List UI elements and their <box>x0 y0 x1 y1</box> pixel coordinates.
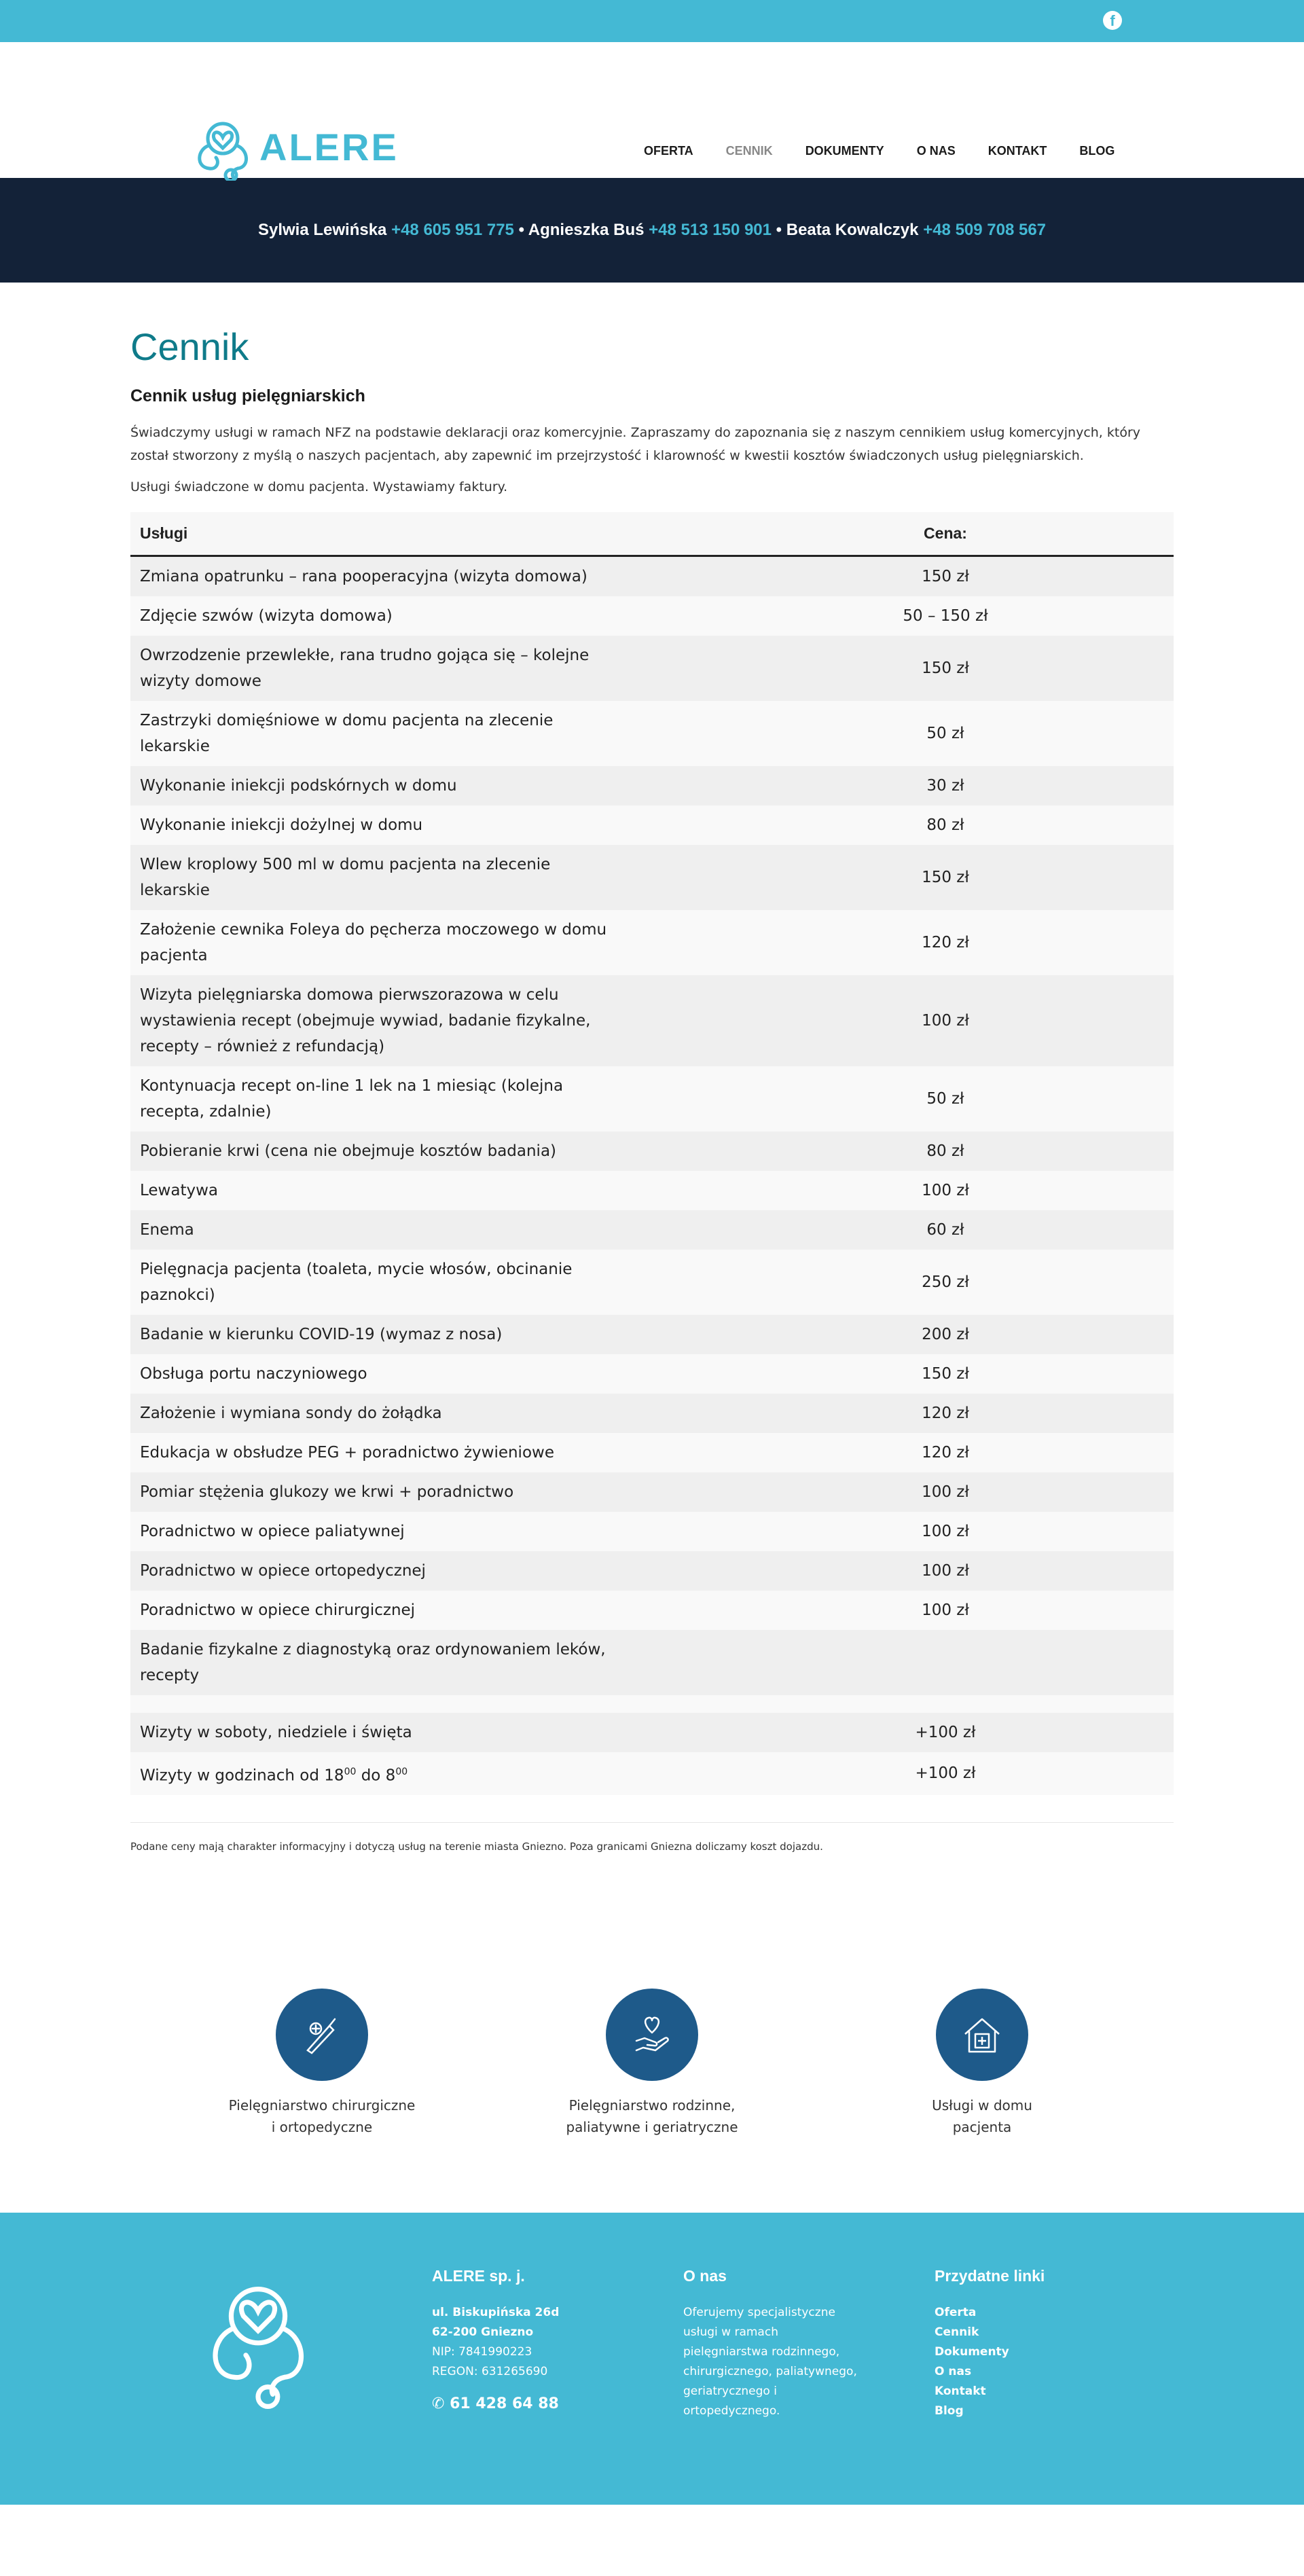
service-cell: Poradnictwo w opiece ortopedycznej <box>130 1551 633 1591</box>
feature-home <box>817 1989 1147 2213</box>
footer-link-cennik[interactable]: Cennik <box>935 2325 979 2340</box>
table-row <box>130 556 1174 596</box>
table-row <box>130 1131 1174 1171</box>
spacer-cell <box>633 1315 837 1354</box>
spacer-cell <box>633 1695 837 1713</box>
spacer-cell <box>633 556 837 596</box>
footer-link-oferta[interactable]: Oferta <box>935 2306 977 2320</box>
table-row <box>130 1713 1174 1752</box>
facebook-icon[interactable]: f <box>1103 11 1122 30</box>
service-cell: Lewatywa <box>130 1171 633 1210</box>
footer-nip: NIP: 7841990223 <box>432 2345 532 2359</box>
footer-about-line: pielęgniarstwa rodzinnego, <box>683 2345 840 2359</box>
service-cell: Zmiana opatrunku – rana pooperacyjna (wizyta domowa) <box>130 556 633 596</box>
price-cell: 200 zł <box>837 1315 1054 1354</box>
service-cell: Owrzodzenie przewlekłe, rana trudno gojąca się – kolejne wizyty domowe <box>130 636 633 701</box>
spacer-cell <box>1054 1066 1174 1131</box>
home-care-icon <box>936 1989 1028 2081</box>
service-cell: Pobieranie krwi (cena nie obejmuje kosztów badania) <box>130 1131 633 1171</box>
spacer-cell <box>1054 975 1174 1066</box>
spacer-cell <box>1054 636 1174 701</box>
service-text: do 8 <box>356 1766 396 1785</box>
spacer-cell <box>633 1131 837 1171</box>
contact-phone-2[interactable]: +48 513 150 901 <box>649 221 772 239</box>
price-cell: 80 zł <box>837 1131 1054 1171</box>
spacer-cell <box>633 1551 837 1591</box>
spacer-cell <box>633 1210 837 1250</box>
nav-oferta[interactable]: OFERTA <box>644 144 693 158</box>
footer-company-title: ALERE sp. j. <box>432 2267 525 2285</box>
footer-link-kontakt[interactable]: Kontakt <box>935 2384 986 2399</box>
spacer-cell <box>1054 1210 1174 1250</box>
spacer-cell <box>633 1630 837 1695</box>
price-cell: 120 zł <box>837 1433 1054 1472</box>
spacer-cell <box>633 596 837 636</box>
features-row <box>130 1989 1174 2213</box>
service-cell <box>130 1752 633 1796</box>
nav-blog[interactable]: BLOG <box>1079 144 1115 158</box>
price-cell <box>837 1630 1054 1695</box>
table-row <box>130 1433 1174 1472</box>
spacer-cell <box>1054 1131 1174 1171</box>
price-cell: 120 zł <box>837 1394 1054 1433</box>
price-note: Podane ceny mają charakter informacyjny i dotyczą usług na terenie miasta Gniezno. Poza granicami Gniezna doliczamy koszt dojazdu. <box>130 1840 823 1853</box>
service-cell: Założenie i wymiana sondy do żołądka <box>130 1394 633 1433</box>
price-cell: +100 zł <box>837 1752 1054 1796</box>
service-cell: Kontynuacja recept on-line 1 lek na 1 miesiąc (kolejna recepta, zdalnie) <box>130 1066 633 1131</box>
spacer-cell <box>1054 1752 1174 1796</box>
spacer-cell <box>633 805 837 845</box>
contact-phone-3[interactable]: +48 509 708 567 <box>923 221 1047 239</box>
table-row <box>130 1171 1174 1210</box>
footer-city: 62-200 Gniezno <box>432 2325 534 2340</box>
spacer-cell <box>633 975 837 1066</box>
service-cell <box>130 1695 633 1713</box>
table-row <box>130 910 1174 975</box>
footer-about <box>683 2267 857 2421</box>
table-row <box>130 1695 1174 1713</box>
price-cell: 60 zł <box>837 1210 1054 1250</box>
table-row <box>130 1752 1174 1796</box>
feature-label: Pielęgniarstwo chirurgiczne i ortopedyczne <box>228 2097 416 2136</box>
contact-name-1: Sylwia Lewińska <box>257 221 387 239</box>
spacer-cell <box>1054 1472 1174 1512</box>
intro-text: Świadczymy usługi w ramach NFZ na podstawie deklaracji oraz komercyjnie. Zapraszamy do zapoznania się z naszym cennikiem usług komercyjnych, który został stworzony z myślą o naszych pacjentach, aby zapewnić im przejrzystość i klarowność w kwestii kosztów świadczonych usług pielęgniarskich. <box>130 425 1141 463</box>
spacer-cell <box>1054 1591 1174 1630</box>
spacer-cell <box>633 1433 837 1472</box>
spacer-cell <box>1054 1713 1174 1752</box>
footer-about-line: Oferujemy specjalistyczne <box>683 2306 835 2320</box>
spacer-cell <box>633 845 837 910</box>
table-row <box>130 636 1174 701</box>
table-row <box>130 1210 1174 1250</box>
surgical-icon <box>276 1989 368 2081</box>
footer-link-o-nas[interactable]: O nas <box>935 2365 972 2379</box>
price-cell: +100 zł <box>837 1713 1054 1752</box>
spacer-cell <box>1054 596 1174 636</box>
spacer-cell <box>633 766 837 805</box>
spacer-cell <box>1054 1695 1174 1713</box>
divider <box>130 1822 1174 1823</box>
top-bar <box>0 0 1304 42</box>
spacer-cell <box>633 1394 837 1433</box>
feature-label: Usługi w domu pacjenta <box>932 2097 1032 2136</box>
service-cell: Obsługa portu naczyniowego <box>130 1354 633 1394</box>
service-cell: Pomiar stężenia glukozy we krwi + poradnictwo <box>130 1472 633 1512</box>
contact-name-3: Beata Kowalczyk <box>786 221 919 239</box>
superscript: 00 <box>395 1766 408 1777</box>
table-row <box>130 845 1174 910</box>
footer-about-line: chirurgicznego, paliatywnego, <box>683 2365 857 2379</box>
service-cell: Wizyta pielęgniarska domowa pierwszorazowa w celu wystawienia recept (obejmuje wywiad, badanie fizykalne, recepty – również z refundacją) <box>130 975 633 1066</box>
feature-family <box>487 1989 817 2213</box>
table-row <box>130 975 1174 1066</box>
service-cell: Wizyty w soboty, niedziele i święta <box>130 1713 633 1752</box>
site-footer <box>0 2213 1304 2505</box>
service-cell: Edukacja w obsłudze PEG + poradnictwo żywieniowe <box>130 1433 633 1472</box>
footer-link-dokumenty[interactable]: Dokumenty <box>935 2345 1009 2359</box>
table-row <box>130 1630 1174 1695</box>
spacer-cell <box>1054 845 1174 910</box>
site-header <box>0 42 1304 178</box>
price-cell: 250 zł <box>837 1250 1054 1315</box>
service-cell: Wlew kroplowy 500 ml w domu pacjenta na zlecenie lekarskie <box>130 845 633 910</box>
footer-link-blog[interactable]: Blog <box>935 2404 964 2418</box>
price-cell: 50 zł <box>837 1066 1054 1131</box>
spacer-cell <box>633 1250 837 1315</box>
footer-company <box>432 2267 559 2414</box>
service-cell: Zastrzyki domięśniowe w domu pacjenta na zlecenie lekarskie <box>130 701 633 766</box>
column-header-price: Cena: <box>837 512 1054 556</box>
price-cell: 100 zł <box>837 1512 1054 1551</box>
price-cell: 80 zł <box>837 805 1054 845</box>
footer-about-line: geriatrycznego i <box>683 2384 777 2399</box>
table-row <box>130 1315 1174 1354</box>
price-cell: 100 zł <box>837 1171 1054 1210</box>
spacer-cell <box>633 910 837 975</box>
site-logo[interactable] <box>189 113 399 181</box>
price-cell: 50 zł <box>837 701 1054 766</box>
price-cell: 100 zł <box>837 1591 1054 1630</box>
service-cell: Zdjęcie szwów (wizyta domowa) <box>130 596 633 636</box>
table-row <box>130 1394 1174 1433</box>
spacer-cell <box>633 1752 837 1796</box>
table-row <box>130 596 1174 636</box>
spacer-cell <box>1054 1171 1174 1210</box>
table-row <box>130 701 1174 766</box>
spacer-cell <box>633 1512 837 1551</box>
contact-name-2: Agnieszka Buś <box>528 221 645 239</box>
spacer-cell <box>1054 1315 1174 1354</box>
service-cell: Pielęgnacja pacjenta (toaleta, mycie włosów, obcinanie paznokci) <box>130 1250 633 1315</box>
table-row <box>130 805 1174 845</box>
table-row <box>130 1066 1174 1131</box>
price-table <box>130 512 1174 1795</box>
stethoscope-logo-icon <box>189 113 257 181</box>
spacer-cell <box>633 1171 837 1210</box>
price-cell: 100 zł <box>837 1472 1054 1512</box>
price-cell: 100 zł <box>837 1551 1054 1591</box>
nav-kontakt[interactable]: KONTAKT <box>988 144 1047 158</box>
spacer-cell <box>633 1472 837 1512</box>
spacer-cell <box>1054 1354 1174 1394</box>
table-row <box>130 1551 1174 1591</box>
footer-about-line: usługi w ramach <box>683 2325 778 2340</box>
table-row <box>130 1354 1174 1394</box>
price-cell: 100 zł <box>837 975 1054 1066</box>
intro-text-2: Usługi świadczone w domu pacjenta. Wystawiamy faktury. <box>130 479 508 494</box>
feature-surgical <box>157 1989 487 2213</box>
spacer-cell <box>633 701 837 766</box>
nav-cennik[interactable]: CENNIK <box>725 144 773 158</box>
heart-hand-icon <box>606 1989 698 2081</box>
spacer-cell <box>1054 1433 1174 1472</box>
nav-dokumenty[interactable]: DOKUMENTY <box>805 144 884 158</box>
spacer-cell <box>1054 701 1174 766</box>
service-cell: Badanie w kierunku COVID-19 (wymaz z nosa) <box>130 1315 633 1354</box>
main-content <box>130 325 1174 2213</box>
spacer-cell <box>633 1713 837 1752</box>
price-cell: 150 zł <box>837 556 1054 596</box>
column-header-service: Usługi <box>130 512 633 556</box>
price-cell: 30 zł <box>837 766 1054 805</box>
footer-phone[interactable]: ✆ 61 428 64 88 <box>432 2395 559 2413</box>
spacer-cell <box>1054 556 1174 596</box>
footer-about-line: ortopedycznego. <box>683 2404 780 2418</box>
spacer-cell <box>633 1591 837 1630</box>
main-nav <box>644 144 1147 158</box>
service-cell: Poradnictwo w opiece paliatywnej <box>130 1512 633 1551</box>
table-row <box>130 1591 1174 1630</box>
price-cell: 150 zł <box>837 845 1054 910</box>
section-subtitle: Cennik usług pielęgniarskich <box>130 386 365 405</box>
spacer-cell <box>1054 1394 1174 1433</box>
logo-text: ALERE <box>259 125 399 168</box>
feature-label: Pielęgniarstwo rodzinne, paliatywne i geriatryczne <box>566 2097 738 2136</box>
column-header-spacer <box>1054 512 1174 556</box>
spacer-cell <box>633 636 837 701</box>
spacer-cell <box>1054 1250 1174 1315</box>
separator: • <box>518 221 524 239</box>
service-text: Wizyty w godzinach od 18 <box>140 1766 344 1785</box>
footer-street: ul. Biskupińska 26d <box>432 2306 560 2320</box>
contact-band <box>0 178 1304 283</box>
service-cell: Badanie fizykalne z diagnostyką oraz ordynowaniem leków, recepty <box>130 1630 633 1695</box>
spacer-cell <box>633 1066 837 1131</box>
price-table-body <box>130 556 1174 1795</box>
spacer-cell <box>1054 766 1174 805</box>
table-header <box>130 512 1174 556</box>
price-cell: 50 – 150 zł <box>837 596 1054 636</box>
spacer-cell <box>1054 805 1174 845</box>
page-title: Cennik <box>130 325 249 368</box>
service-cell: Wykonanie iniekcji dożylnej w domu <box>130 805 633 845</box>
spacer-cell <box>633 1354 837 1394</box>
service-cell: Enema <box>130 1210 633 1250</box>
phone-icon: ✆ <box>432 2395 450 2413</box>
service-cell: Wykonanie iniekcji podskórnych w domu <box>130 766 633 805</box>
service-cell: Poradnictwo w opiece chirurgicznej <box>130 1591 633 1630</box>
superscript: 00 <box>344 1766 357 1777</box>
footer-links <box>935 2267 1045 2421</box>
table-row <box>130 766 1174 805</box>
table-row <box>130 1512 1174 1551</box>
service-cell: Założenie cewnika Foleya do pęcherza moczowego w domu pacjenta <box>130 910 633 975</box>
price-cell <box>837 1695 1054 1713</box>
column-header-spacer <box>633 512 837 556</box>
spacer-cell <box>1054 1512 1174 1551</box>
price-cell: 120 zł <box>837 910 1054 975</box>
footer-logo-icon <box>197 2274 319 2410</box>
table-row <box>130 1472 1174 1512</box>
footer-about-title: O nas <box>683 2267 727 2285</box>
spacer-cell <box>1054 1551 1174 1591</box>
contact-line <box>258 221 1046 240</box>
footer-regon: REGON: 631265690 <box>432 2365 548 2379</box>
footer-links-title: Przydatne linki <box>935 2267 1045 2285</box>
spacer-cell <box>1054 1630 1174 1695</box>
price-cell: 150 zł <box>837 1354 1054 1394</box>
contact-phone-1[interactable]: +48 605 951 775 <box>391 221 514 239</box>
table-row <box>130 1250 1174 1315</box>
price-cell: 150 zł <box>837 636 1054 701</box>
nav-o-nas[interactable]: O NAS <box>916 144 956 158</box>
separator: • <box>776 221 782 239</box>
spacer-cell <box>1054 910 1174 975</box>
